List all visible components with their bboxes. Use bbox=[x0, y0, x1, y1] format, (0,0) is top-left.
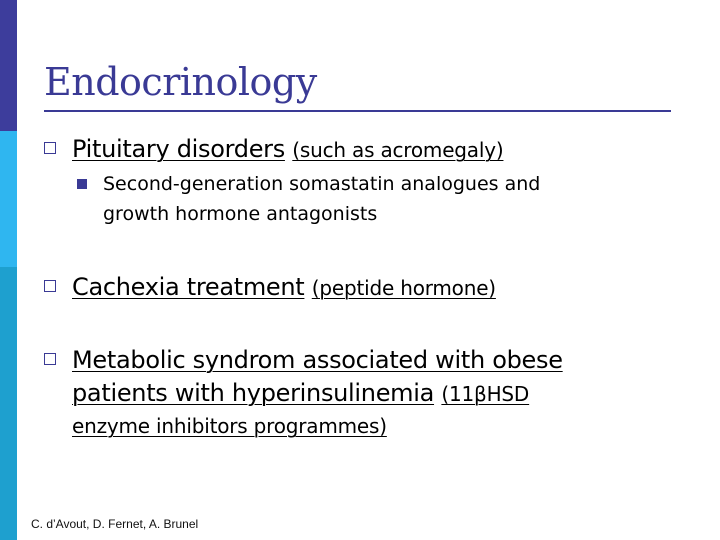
square-bullet-icon bbox=[77, 179, 87, 189]
bullet-box-icon bbox=[44, 142, 56, 154]
item-3-line-1: Metabolic syndrom associated with obese bbox=[72, 346, 563, 374]
item-2-note: (peptide hormone) bbox=[311, 276, 496, 300]
item-3-line-2-main: patients with hyperinsulinemia bbox=[72, 379, 435, 407]
item-2 bbox=[72, 275, 496, 299]
slide-title: Endocrinology bbox=[44, 60, 317, 104]
sidebar-top-band bbox=[0, 0, 17, 131]
slide-sidebar bbox=[0, 0, 17, 540]
item-1-sub-line-2: growth hormone antagonists bbox=[103, 203, 378, 225]
bullet-box-icon bbox=[44, 353, 56, 365]
title-divider bbox=[44, 110, 671, 112]
sidebar-middle-band bbox=[0, 131, 17, 267]
item-1-main: Pituitary disorders bbox=[72, 135, 285, 163]
item-1-note: (such as acromegaly) bbox=[292, 138, 504, 162]
sidebar-bottom-band bbox=[0, 267, 17, 540]
item-3-line-3: enzyme inhibitors programmes) bbox=[72, 414, 387, 438]
bullet-box-icon bbox=[44, 280, 56, 292]
item-1 bbox=[72, 137, 503, 161]
item-2-main: Cachexia treatment bbox=[72, 273, 305, 301]
item-3-line-2 bbox=[72, 381, 529, 405]
item-1-sub-line-1: Second-generation somastatin analogues and bbox=[103, 173, 541, 195]
item-3-line-2-note: (11βHSD bbox=[441, 382, 530, 406]
slide-footer-authors: C. d’Avout, D. Fernet, A. Brunel bbox=[31, 517, 199, 531]
